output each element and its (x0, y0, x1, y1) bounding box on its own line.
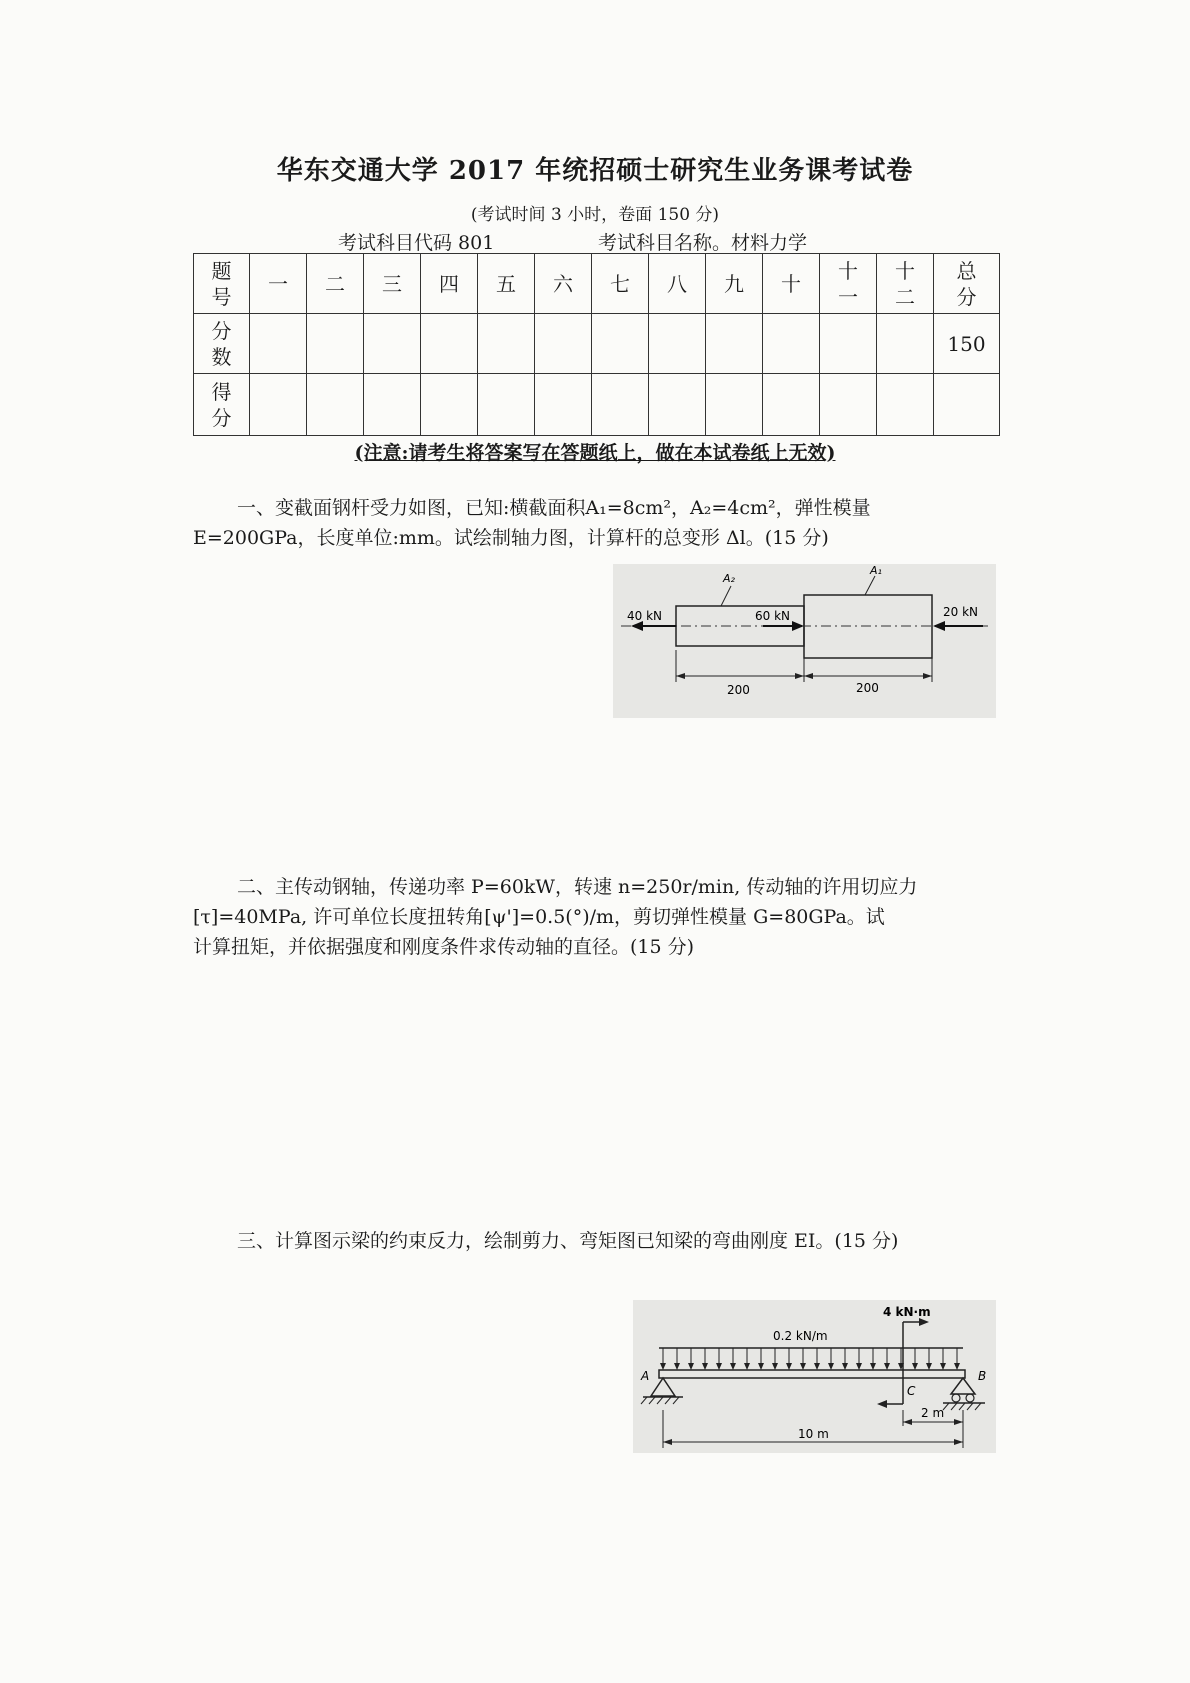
label-load: 0.2 kN/m (773, 1329, 828, 1343)
arrow-head-icon (663, 1439, 672, 1445)
arrow-head-icon (884, 1363, 890, 1370)
ground-hatch (943, 1403, 981, 1410)
arrow-head-icon (660, 1363, 666, 1370)
question-number-cell: 六 (535, 254, 592, 314)
figure-stepped-bar (613, 564, 996, 718)
arrow-head-icon (919, 1318, 929, 1326)
table-row (194, 254, 1000, 314)
points-cell (877, 314, 934, 374)
exam-subtitle: (考试时间 3 小时，卷面 150 分) (470, 205, 720, 225)
dimension-label: 10 m (798, 1427, 829, 1441)
arrow-head-icon (940, 1363, 946, 1370)
exam-title: 华东交通大学 2017 年统招硕士研究生业务课考试卷 (276, 156, 914, 186)
roller-support-b (951, 1378, 975, 1394)
arrow-head-icon (923, 673, 932, 679)
question-number-cell: 四 (421, 254, 478, 314)
arrow-head-icon (674, 1363, 680, 1370)
points-cell (421, 314, 478, 374)
dimension-label: 200 (856, 681, 879, 695)
score-table (193, 253, 1000, 436)
distributed-load-arrows (660, 1348, 960, 1370)
arrow-head-icon (903, 1419, 912, 1425)
earned-cell (706, 374, 763, 436)
question-2 (193, 872, 999, 962)
arrow-head-icon (877, 1400, 887, 1408)
label-60kn: 60 kN (755, 609, 791, 623)
roller-icon (952, 1394, 960, 1402)
arrow-head-icon (795, 673, 804, 679)
earned-cell (934, 374, 1000, 436)
arrow-head-icon (716, 1363, 722, 1370)
arrow-head-icon (702, 1363, 708, 1370)
beam (659, 1370, 965, 1378)
table-row (194, 374, 1000, 436)
arrow-head-icon (676, 673, 685, 679)
earned-cell (649, 374, 706, 436)
label-moment: 4 kN·m (883, 1305, 931, 1319)
earned-cell (364, 374, 421, 436)
label-b: B (978, 1369, 987, 1383)
arrow-head-icon (926, 1363, 932, 1370)
earned-cell (592, 374, 649, 436)
points-cell (535, 314, 592, 374)
earned-cell (763, 374, 820, 436)
label-40kn: 40 kN (627, 609, 663, 623)
earned-cell (307, 374, 364, 436)
arrow-head-icon (954, 1363, 960, 1370)
earned-cell (877, 374, 934, 436)
arrow-head-icon (856, 1363, 862, 1370)
question-number-cell: 八 (649, 254, 706, 314)
question-text: E=200GPa，长度单位:mm。试绘制轴力图，计算杆的总变形 Δl。(15 分) (193, 527, 829, 549)
points-cell (478, 314, 535, 374)
ground-hatch (641, 1397, 679, 1404)
question-number-cell: 三 (364, 254, 421, 314)
question-number-cell: 十 (763, 254, 820, 314)
beam-diagram (633, 1300, 996, 1453)
figure-beam (633, 1300, 996, 1453)
stepped-bar-diagram (613, 564, 996, 718)
label-a1: A₁ (870, 564, 882, 577)
leader-line (721, 586, 731, 606)
earned-cell (478, 374, 535, 436)
label-c: C (907, 1384, 916, 1398)
arrow-head-icon (800, 1363, 806, 1370)
points-cell (364, 314, 421, 374)
arrow-head-icon (954, 1439, 963, 1445)
arrow-head-icon (912, 1363, 918, 1370)
arrow-head-icon (828, 1363, 834, 1370)
row-label: 分数 (194, 314, 250, 374)
question-text: 二、主传动钢轴，传递功率 P=60kW，转速 n=250r/min, 传动轴的许用切应力 (237, 876, 918, 898)
question-3 (193, 1226, 999, 1256)
dimension-label: 2 m (921, 1406, 945, 1420)
earned-cell (820, 374, 877, 436)
arrow-head-icon (786, 1363, 792, 1370)
row-label: 得分 (194, 374, 250, 436)
arrow-head-icon (814, 1363, 820, 1370)
arrow-head-icon (870, 1363, 876, 1370)
question-text: 一、变截面钢杆受力如图，已知:横截面积A₁=8cm²，A₂=4cm²，弹性模量 (237, 497, 871, 519)
points-cell (592, 314, 649, 374)
arrow-head-icon (842, 1363, 848, 1370)
question-1 (193, 493, 999, 553)
question-text: 三、计算图示梁的约束反力，绘制剪力、弯矩图已知梁的弯曲刚度 EI。(15 分) (237, 1230, 899, 1252)
arrow-head-icon (772, 1363, 778, 1370)
label-a2: A₂ (723, 572, 735, 585)
notice: (注意:请考生将答案写在答题纸上，做在本试卷纸上无效) (354, 442, 836, 464)
question-number-cell: 七 (592, 254, 649, 314)
question-number-cell: 九 (706, 254, 763, 314)
points-cell (649, 314, 706, 374)
points-cell (820, 314, 877, 374)
question-number-cell: 二 (307, 254, 364, 314)
points-cell (250, 314, 307, 374)
question-text: [τ]=40MPa, 许可单位长度扭转角[ψ']=0.5(°)/m，剪切弹性模量 G=80GPa。试 (193, 906, 885, 928)
dimension-label: 200 (727, 683, 750, 697)
earned-cell (535, 374, 592, 436)
row-label: 题号 (194, 254, 250, 314)
arrow-head-icon (804, 673, 813, 679)
table-row (194, 314, 1000, 374)
earned-cell (421, 374, 478, 436)
label-20kn: 20 kN (943, 605, 979, 619)
points-cell (307, 314, 364, 374)
pin-support-a (651, 1378, 675, 1396)
label-a: A (641, 1369, 650, 1383)
roller-icon (966, 1394, 974, 1402)
arrow-head-icon (730, 1363, 736, 1370)
subject-code: 考试科目代码 801 (338, 232, 495, 254)
question-number-cell: 一 (250, 254, 307, 314)
earned-cell (250, 374, 307, 436)
leader-line (865, 576, 875, 595)
question-number-cell: 十一 (820, 254, 877, 314)
question-number-cell: 五 (478, 254, 535, 314)
subject-name: 考试科目名称。材料力学 (598, 232, 808, 254)
question-text: 计算扭矩，并依据强度和刚度条件求传动轴的直径。(15 分) (193, 936, 695, 958)
points-cell (706, 314, 763, 374)
question-number-cell: 总分 (934, 254, 1000, 314)
arrow-head-icon (744, 1363, 750, 1370)
arrow-head-icon (688, 1363, 694, 1370)
question-number-cell: 十二 (877, 254, 934, 314)
arrow-head-icon (792, 621, 804, 631)
points-cell (763, 314, 820, 374)
total-points-cell: 150 (934, 314, 1000, 374)
arrow-head-icon (933, 621, 945, 631)
arrow-head-icon (758, 1363, 764, 1370)
arrow-head-icon (954, 1419, 963, 1425)
